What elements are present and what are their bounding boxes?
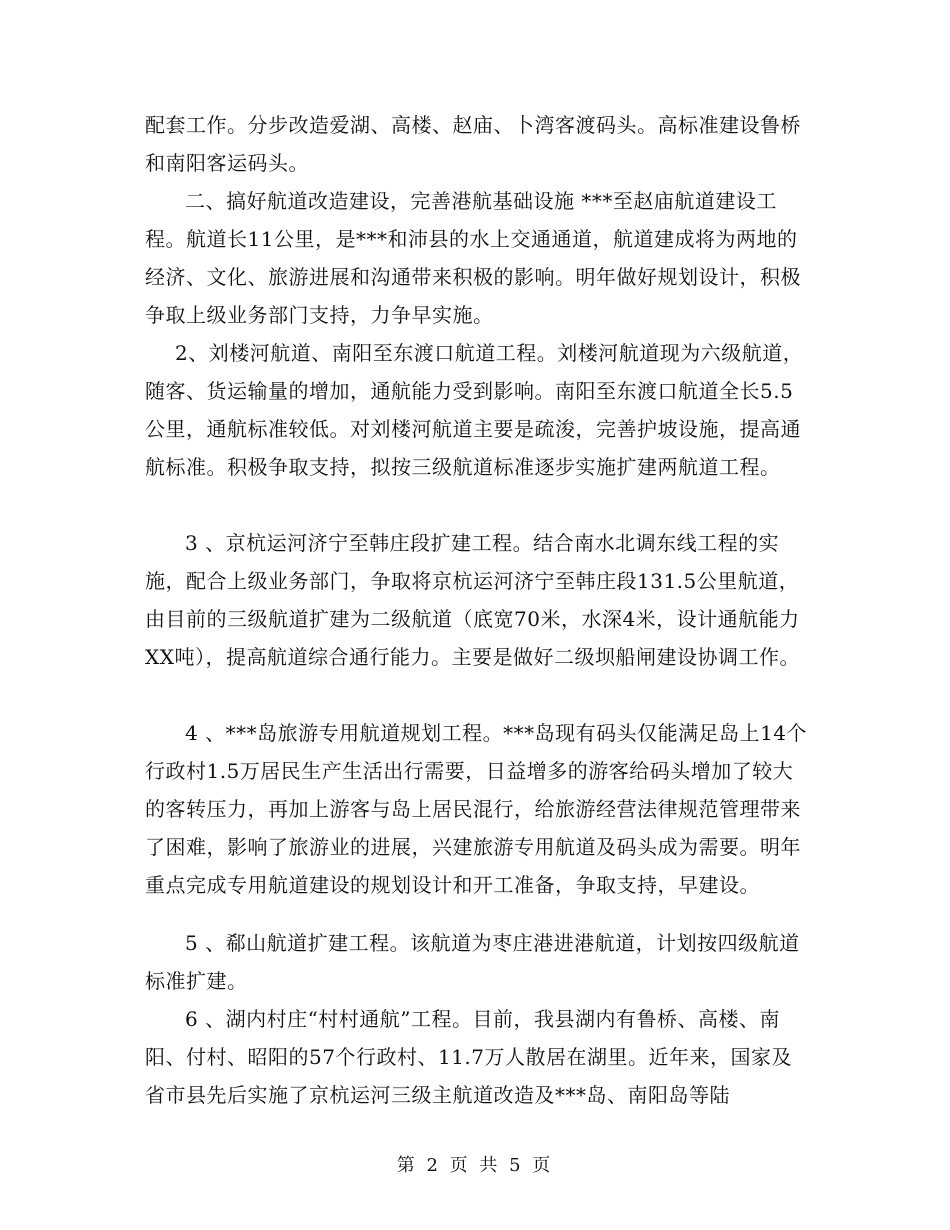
paragraph-item-3: 3 、京杭运河济宁至韩庄段扩建工程。结合南水北调东线工程的实施，配合上级业务部门，争取将京杭运河济宁至韩庄段131.5公里航道，由目前的三级航道扩建为二级航道（底宽70米，水深4米，设计通航能力XX吨），提高航道综合通行能力。主要是做好二级坝船闸建设协调工作。 — [145, 531, 800, 669]
paragraph-item-4: 4 、***岛旅游专用航道规划工程。***岛现有码头仅能满足岛上14个行政村1.5万居民生产生活出行需要，日益增多的游客给码头增加了较大的客转压力，再加上游客与岛上居民混行，给旅游经营法律规范管理带来了困难，影响了旅游业的进展，兴建旅游专用航道及码头成为需要。明年重点完成专用航道建设的规划设计和开工准备，争取支持，早建设。 — [145, 721, 808, 897]
paragraph-item-2: 2、刘楼河航道、南阳至东渡口航道工程。刘楼河航道现为六级航道，随客、货运输量的增加，通航能力受到影响。南阳至东渡口航道全长5.5公里，通航标准较低。对刘楼河航道主要是疏浚，完善护坡设施，提高通航标准。积极争取支持，拟按三级航道标准逐步实施扩建两航道工程。 — [145, 341, 804, 479]
paragraph-item-5: 5 、郗山航道扩建工程。该航道为枣庄港进港航道，计划按四级航道标准扩建。 — [145, 931, 800, 993]
paragraph-item-6: 6 、湖内村庄“村村通航”工程。目前，我县湖内有鲁桥、高楼、南阳、付村、昭阳的57个行政村、11.7万人散居在湖里。近年来，国家及省市县先后实施了京杭运河三级主航道改造及***岛、南阳岛等陆 — [145, 1007, 792, 1107]
page-number-footer: 第 2 页 共 5 页 — [396, 1155, 554, 1176]
paragraph-intro-continuation: 配套工作。分步改造爱湖、高楼、赵庙、卜湾客渡码头。高标准建设鲁桥和南阳客运码头。 — [145, 113, 801, 175]
paragraph-section-two: 二、搞好航道改造建设，完善港航基础设施 ***至赵庙航道建设工程。航道长11公里，是***和沛县的水上交通通道，航道建成将为两地的经济、文化、旅游进展和沟通带来积极的影响。明年做好规划设计，积极争取上级业务部门支持，力争早实施。 — [145, 189, 801, 327]
